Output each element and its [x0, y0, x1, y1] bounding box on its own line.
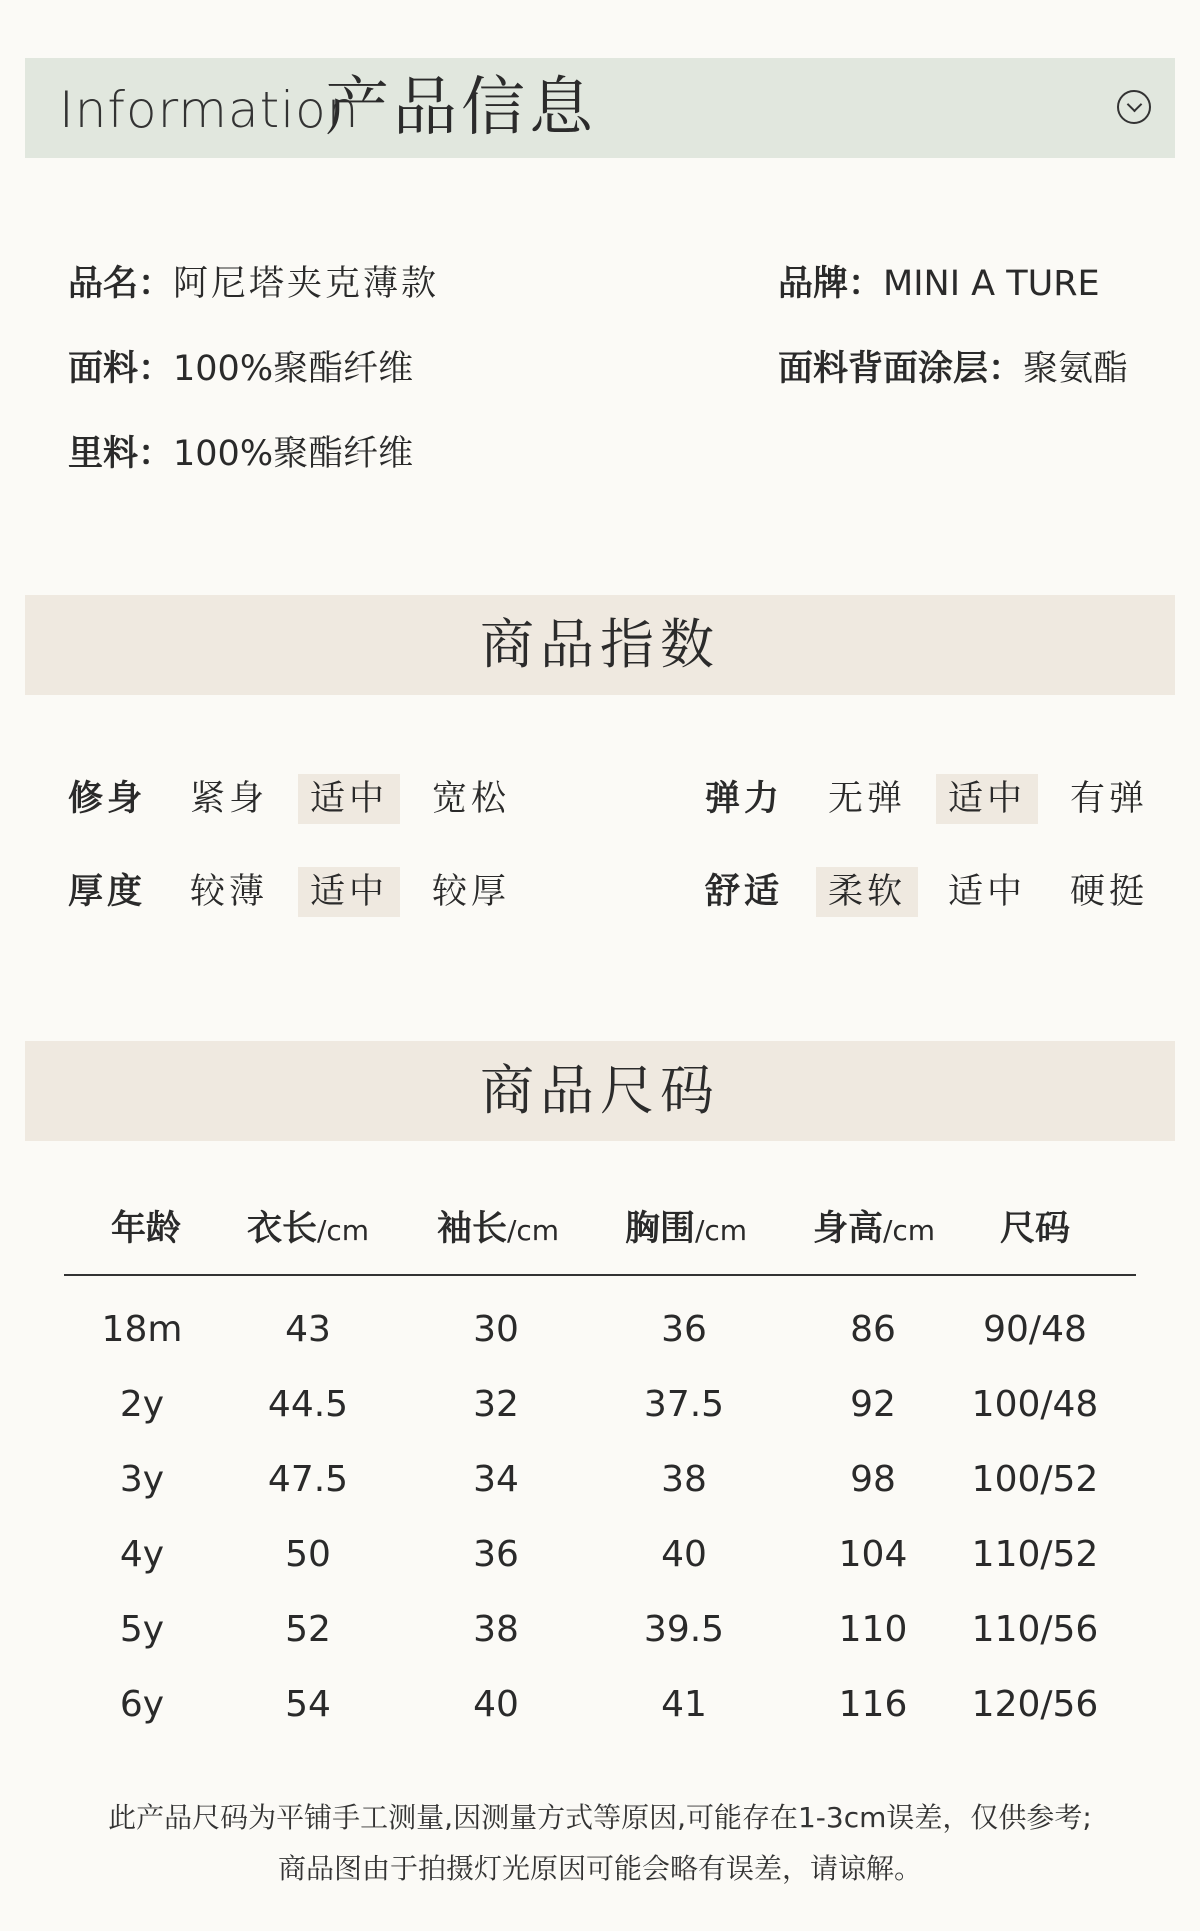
table-cell: 34 [473, 1459, 519, 1500]
index-section-header [25, 595, 1175, 695]
table-cell: 104 [838, 1534, 908, 1575]
table-cell: 44.5 [267, 1384, 349, 1425]
index-elasticity-label: 弹力 [705, 779, 784, 819]
header-title-cn: 产品信息 [325, 71, 597, 145]
table-cell: 116 [838, 1684, 908, 1725]
table-cell: 52 [285, 1609, 331, 1650]
table-cell: 47.5 [267, 1459, 349, 1500]
table-cell: 41 [661, 1684, 707, 1725]
info-lining [68, 432, 413, 476]
index-thickness-option-selected: 适中 [298, 867, 400, 917]
size-section-title: 商品尺码 [480, 1059, 720, 1122]
info-coating-value: 聚氨酯 [1023, 349, 1129, 389]
table-cell: 40 [661, 1534, 707, 1575]
info-name [68, 262, 439, 306]
index-elasticity-option-selected: 适中 [936, 774, 1038, 824]
table-header [794, 1207, 954, 1253]
index-fit-option: 紧身 [189, 779, 268, 819]
table-header [228, 1207, 388, 1253]
table-cell: 110/52 [971, 1534, 1099, 1575]
table-cell: 38 [661, 1459, 707, 1500]
index-fit-option: 宽松 [431, 779, 510, 819]
table-divider [64, 1274, 1136, 1276]
table-cell: 32 [473, 1384, 519, 1425]
table-cell: 100/48 [971, 1384, 1099, 1425]
table-cell: 86 [850, 1309, 896, 1350]
table-cell: 90/48 [983, 1309, 1087, 1350]
index-fit-label: 修身 [68, 779, 147, 819]
table-cell: 120/56 [971, 1684, 1099, 1725]
table-header [606, 1207, 766, 1253]
table-cell: 30 [473, 1309, 519, 1350]
info-name-key: 品名： [68, 264, 174, 304]
table-cell: 6y [119, 1684, 165, 1725]
table-cell: 2y [119, 1384, 165, 1425]
table-header-label: 尺码 [999, 1209, 1070, 1249]
table-cell: 3y [119, 1459, 165, 1500]
table-header-unit: /cm [316, 1214, 370, 1247]
info-brand-value: MINI A TURE [883, 264, 1100, 304]
table-cell: 110 [838, 1609, 908, 1650]
index-comfort-option: 适中 [947, 872, 1026, 912]
note-line-2: 商品图由于拍摄灯光原因可能会略有误差，请谅解。 [277, 1852, 922, 1885]
info-fabric-key: 面料： [68, 349, 174, 389]
table-header-label: 胸围 [624, 1209, 695, 1249]
info-name-value: 阿尼塔夹克薄款 [173, 264, 440, 304]
table-header-unit: /cm [694, 1214, 748, 1247]
table-header-label: 年龄 [110, 1209, 181, 1249]
table-cell: 40 [473, 1684, 519, 1725]
table-header [418, 1207, 578, 1253]
table-cell: 5y [119, 1609, 165, 1650]
info-coating-key: 面料背面涂层： [778, 349, 1024, 389]
table-header-label: 衣长 [246, 1209, 317, 1249]
index-fit-option-selected: 适中 [298, 774, 400, 824]
table-cell: 36 [473, 1534, 519, 1575]
table-cell: 92 [850, 1384, 896, 1425]
table-header-label: 身高 [812, 1209, 883, 1249]
table-cell: 98 [850, 1459, 896, 1500]
index-elasticity-option: 有弹 [1069, 779, 1148, 819]
table-header-unit: /cm [882, 1214, 936, 1247]
table-header [66, 1207, 226, 1253]
note-line-1: 此产品尺码为平铺手工测量,因测量方式等原因,可能存在1-3cm误差，仅供参考; [108, 1801, 1092, 1834]
table-cell: 43 [285, 1309, 331, 1350]
index-thickness-label: 厚度 [68, 872, 147, 912]
info-fabric-value: 100%聚酯纤维 [173, 349, 414, 389]
index-elasticity-option: 无弹 [827, 779, 906, 819]
information-header [25, 58, 1175, 158]
info-coating [778, 347, 1128, 391]
index-comfort-label: 舒适 [705, 872, 784, 912]
info-brand-key: 品牌： [778, 264, 884, 304]
table-cell: 100/52 [971, 1459, 1099, 1500]
size-section-header [25, 1041, 1175, 1141]
table-cell: 54 [285, 1684, 331, 1725]
info-lining-key: 里料： [68, 434, 174, 474]
chevron-down-icon[interactable] [1117, 90, 1151, 124]
table-cell: 4y [119, 1534, 165, 1575]
header-title-en: Information [59, 81, 360, 139]
table-header [955, 1207, 1115, 1253]
index-comfort-option-selected: 柔软 [816, 867, 918, 917]
table-cell: 37.5 [643, 1384, 725, 1425]
index-section-title: 商品指数 [480, 613, 720, 676]
table-cell: 36 [661, 1309, 707, 1350]
table-cell: 18m [101, 1309, 183, 1350]
index-thickness-option: 较厚 [431, 872, 510, 912]
table-header-unit: /cm [506, 1214, 560, 1247]
table-cell: 110/56 [971, 1609, 1099, 1650]
info-lining-value: 100%聚酯纤维 [173, 434, 414, 474]
table-header-label: 袖长 [436, 1209, 507, 1249]
table-cell: 50 [285, 1534, 331, 1575]
index-thickness-option: 较薄 [189, 872, 268, 912]
info-brand [778, 262, 1100, 306]
table-cell: 39.5 [643, 1609, 725, 1650]
table-cell: 38 [473, 1609, 519, 1650]
index-comfort-option: 硬挺 [1069, 872, 1148, 912]
info-fabric [68, 347, 413, 391]
